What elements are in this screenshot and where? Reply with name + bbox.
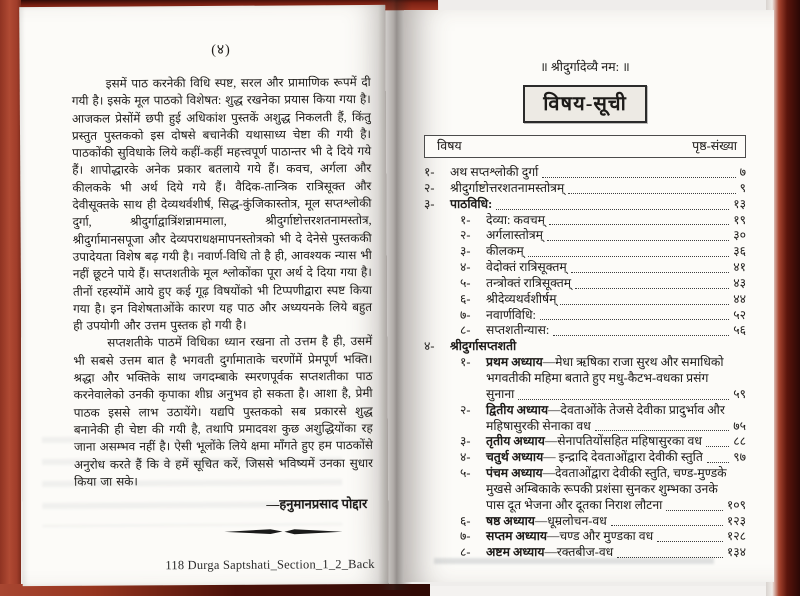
toc-entry — [424, 260, 746, 276]
toc-txt: —धूम्रलोचन-वध — [534, 513, 607, 528]
tailpiece-divider — [224, 526, 342, 537]
toc-dots — [571, 272, 730, 273]
toc-page-no: ५९ — [733, 386, 746, 401]
toc-dots — [595, 430, 729, 431]
toc-page-no: ५२ — [733, 307, 746, 322]
toc-page-no: ८८ — [733, 434, 746, 449]
scan-caption: 118 Durga Saptshati_Section_1_2_Back — [165, 556, 375, 573]
toc-entry — [424, 213, 746, 229]
toc-txt: कीलकम् — [486, 244, 524, 259]
toc-entry — [424, 450, 746, 466]
author-signature: —हनुमानप्रसाद पोद्दार — [266, 496, 368, 512]
book-cover-left-edge — [0, 0, 21, 584]
toc-header-page: पृष्ठ-संख्या — [692, 139, 737, 153]
toc-num: ७- — [460, 307, 471, 322]
toc-entry — [424, 545, 746, 561]
preface-paragraph: सप्तशतीके पाठमें विधिका ध्यान रखना तो उत्तम है ही, उसमें भी सबसे उत्तम बात है भगवती दुर्गामाताके चरणोंमें प्रेमपूर्ण भक्ति। श्रद्धा और भक्तिके साथ जगदम्बाके स्मरणपूर्वक सप्तशतीका पाठ करनेवालेको उनकी कृपाका शीघ्र अनुभव हो सकता है। आशा है, प्रेमी पाठक इससे लाभ उठायेंगे। यद्यपि पुस्तकको सब प्रकारसे शुद्ध बनानेकी ही चेष्टा की गयी है, तथापि प्रमादवश कुछ अशुद्धियोंका रह जाना असम्भव नहीं है। ऐसी भूलोंके लिये क्षमा माँगते हुए हम पाठकोंसे अनुरोध करते हैं कि वे हमें सूचित करें, जिससे भविष्यमें उनका सुधार किया जा सके। — [73, 334, 374, 489]
toc-page-no: ७ — [739, 165, 746, 179]
toc-page-no: १२८ — [726, 529, 746, 544]
toc-dots — [707, 462, 729, 463]
invocation-line: ॥ श्रीदुर्गादेव्यै नम: ॥ — [540, 60, 630, 74]
toc-entry — [424, 323, 746, 339]
toc-list — [424, 165, 746, 561]
toc-page-no: ९७ — [733, 450, 746, 465]
toc-page-no: १०९ — [726, 497, 746, 512]
toc-title-wrap — [424, 85, 746, 123]
toc-txt: श्रीदुर्गासप्तशती — [450, 339, 517, 354]
toc-num: ६- — [460, 291, 471, 306]
toc-txt: —सेनापतियोंसहित महिषासुरका वध — [544, 434, 702, 449]
background-surface — [430, 586, 766, 596]
toc-txt: —रक्तबीज-वध — [544, 545, 614, 560]
toc-num: ४- — [460, 450, 471, 465]
toc-page-no: ४१ — [733, 260, 746, 275]
toc-entry-continuation — [424, 419, 746, 435]
toc-num: ५- — [460, 275, 471, 290]
toc-dots — [568, 193, 735, 194]
toc-txt: श्रीदुर्गाष्टोत्तरशतनामस्तोत्रम् — [450, 180, 565, 195]
toc-dots — [575, 288, 729, 289]
toc-page-no: ७५ — [733, 418, 746, 433]
toc-txt: सुनाना — [486, 386, 515, 401]
toc-num: १- — [460, 212, 471, 227]
toc-num: ७- — [460, 529, 471, 544]
toc-entry — [424, 165, 746, 181]
toc-page-no: १३ — [733, 196, 746, 211]
toc-num: ४- — [460, 260, 471, 275]
toc-entry — [424, 276, 746, 292]
left-page-content — [71, 39, 373, 538]
toc-entry — [424, 228, 746, 244]
toc-txt: देव्या: कवचम् — [486, 212, 545, 227]
toc-chapter: चतुर्थ अध्याय — [486, 450, 544, 465]
toc-entry — [424, 339, 746, 355]
toc-dots — [528, 256, 729, 257]
toc-entry — [424, 244, 746, 260]
toc-num: ३- — [460, 434, 471, 449]
toc-dots — [549, 224, 729, 225]
toc-chapter: तृतीय अध्याय — [486, 434, 545, 449]
toc-entry — [424, 308, 746, 324]
toc-dots — [666, 510, 722, 511]
page-number-header: (४) — [211, 42, 231, 58]
toc-dots — [553, 335, 729, 336]
toc-num: ६- — [460, 513, 471, 528]
toc-num: २- — [460, 402, 471, 417]
toc-entry-continuation — [424, 498, 746, 514]
toc-txt: सप्तशतीन्यास: — [486, 323, 550, 338]
toc-chapter: षष्ठ अध्याय — [486, 513, 535, 528]
toc-page-no: ५६ — [733, 323, 746, 338]
left-page — [19, 5, 389, 586]
toc-page-no: १३४ — [726, 545, 746, 560]
toc-num: २- — [424, 180, 435, 195]
toc-num: ३- — [460, 244, 471, 259]
toc-page-no: ४४ — [733, 291, 746, 306]
toc-entry-continuation — [424, 371, 746, 387]
toc-dots — [560, 304, 729, 305]
toc-txt: वेदोक्तं रात्रिसूक्तम् — [486, 260, 567, 275]
toc-chapter: सप्तम अध्याय — [486, 529, 548, 544]
toc-entry-continuation — [424, 482, 746, 498]
toc-entry — [424, 529, 746, 545]
toc-dots — [496, 209, 729, 210]
toc-num: ५- — [460, 466, 471, 481]
toc-title: विषय-सूची — [523, 85, 647, 123]
toc-txt: मुखसे अम्बिकाके रूपकी प्रशंसा सुनकर शुम्भका उनके — [486, 481, 718, 496]
toc-dots — [611, 525, 723, 526]
toc-entry — [424, 514, 746, 530]
toc-num: १- — [460, 355, 471, 370]
toc-txt: —मेधा ऋषिका राजा सुरथ और समाधिको — [542, 355, 724, 370]
preface-paragraph: इसमें पाठ करनेकी विधि स्पष्ट, सरल और प्रामाणिक रूपमें दी गयी है। इसके मूल पाठको विशेषत: शुद्ध रखनेका प्रयास किया गया है। आजकल प्रेसोंमें छपी हुई अधिकांश पुस्तकें अशुद्ध निकलती हैं, किंतु प्रस्तुत पुस्तकको इस दोषसे बचानेकी यथासाध्य चेष्टा की गयी है। पाठकोंकी सुविधाके लिये कहीं-कहीं महत्त्वपूर्ण पाठान्तर भी दे दिये गये हैं। शापोद्धारके अनेक प्रकार बतलाये गये हैं। कवच, अर्गला और कीलकके भी अर्थ दिये गये हैं। वैदिक-तान्त्रिक रात्रिसूक्त और देवीसूक्तके साथ ही देव्यथर्वशीर्ष, सिद्ध-कुंजिकास्तोत्र, मूल सप्तश्लोकी दुर्गा, श्रीदुर्गाद्वात्रिंशन्नाममाला, श्रीदुर्गाष्टोत्तरशतनामस्तोत्र, श्रीदुर्गामानसपूजा और देव्यपराधक्षमापनस्तोत्रको भी दे देनेसे पुस्तककी उपादेयता विशेष बढ़ गयी है। नवार्ण-विधि तो है ही, आवश्यक न्यास भी नहीं छूटने पाये हैं। सप्तशतीके मूल श्लोकोंका पूरा अर्थ दे दिया गया है। तीनों रहस्योंमें आये हुए कई गूढ़ विषयोंको भी टिप्पणीद्वारा स्पष्ट किया गया है। इन विशेषताओंके कारण यह पाठ और अध्ययनके लिये बहुत ही उपयोगी और उत्तम पुस्तक हो गयी है। — [71, 74, 373, 333]
toc-entry — [424, 434, 746, 450]
toc-txt: —चण्ड और मुण्डका वध — [547, 529, 654, 544]
toc-txt: श्रीदेव्यथर्वशीर्षम् — [486, 291, 557, 306]
toc-txt: अथ सप्तश्लोकी दुर्गा — [450, 165, 539, 179]
toc-dots — [617, 557, 723, 558]
toc-chapter: पंचम अध्याय — [486, 466, 543, 481]
toc-dots — [542, 177, 735, 178]
toc-page-no: १२३ — [726, 513, 746, 528]
toc-entry — [424, 355, 746, 371]
toc-column-header — [424, 135, 746, 158]
toc-num: २- — [460, 228, 471, 243]
toc-num: ४- — [424, 339, 435, 354]
right-page — [404, 10, 774, 582]
toc-txt: तन्त्रोक्तं रात्रिसूक्तम् — [486, 275, 572, 290]
toc-txt: महिषासुरकी सेनाका वध — [486, 418, 591, 433]
toc-num: ३- — [424, 196, 435, 211]
toc-dots — [657, 541, 723, 542]
toc-entry — [424, 292, 746, 308]
toc-txt: — इन्द्रादि देवताओंद्वारा देवीकी स्तुति — [543, 450, 703, 465]
toc-num: ८- — [460, 545, 471, 560]
toc-entry — [424, 403, 746, 419]
toc-entry — [424, 197, 746, 213]
table-of-contents — [424, 58, 746, 561]
toc-chapter: अष्टम अध्याय — [486, 545, 545, 560]
toc-dots — [706, 446, 729, 447]
toc-dots — [547, 240, 729, 241]
toc-page-no: १९ — [733, 212, 746, 227]
toc-page-no: ४३ — [733, 275, 746, 290]
toc-header-subject: विषय — [437, 139, 462, 153]
toc-dots — [518, 399, 729, 400]
toc-num: ८- — [460, 323, 471, 338]
toc-chapter: प्रथम अध्याय — [486, 355, 543, 370]
toc-entry-continuation — [424, 387, 746, 403]
toc-txt: अर्गलास्तोत्रम् — [486, 228, 543, 243]
toc-txt: पास दूत भेजना और दूतका निराश लौटना — [486, 497, 663, 512]
toc-num: १- — [424, 165, 435, 179]
toc-page-no: ९ — [739, 180, 746, 195]
toc-txt: —देवताओंद्वारा देवीकी स्तुति, चण्ड-मुण्डके — [542, 466, 727, 481]
toc-page-no: ३० — [733, 228, 746, 243]
toc-chapter: द्वितीय अध्याय — [486, 402, 549, 417]
toc-entry — [424, 466, 746, 482]
toc-txt: पाठविधि: — [450, 196, 493, 211]
toc-page-no: ३६ — [733, 244, 746, 259]
toc-txt: नवार्णविधि: — [486, 307, 536, 322]
toc-txt: —देवताओंके तेजसे देवीका प्रादुर्भाव और — [548, 402, 725, 417]
toc-dots — [540, 319, 729, 320]
toc-entry — [424, 181, 746, 197]
toc-txt: भगवतीकी महिमा बताते हुए मधु-कैटभ-वधका प्रसंग — [486, 370, 709, 385]
